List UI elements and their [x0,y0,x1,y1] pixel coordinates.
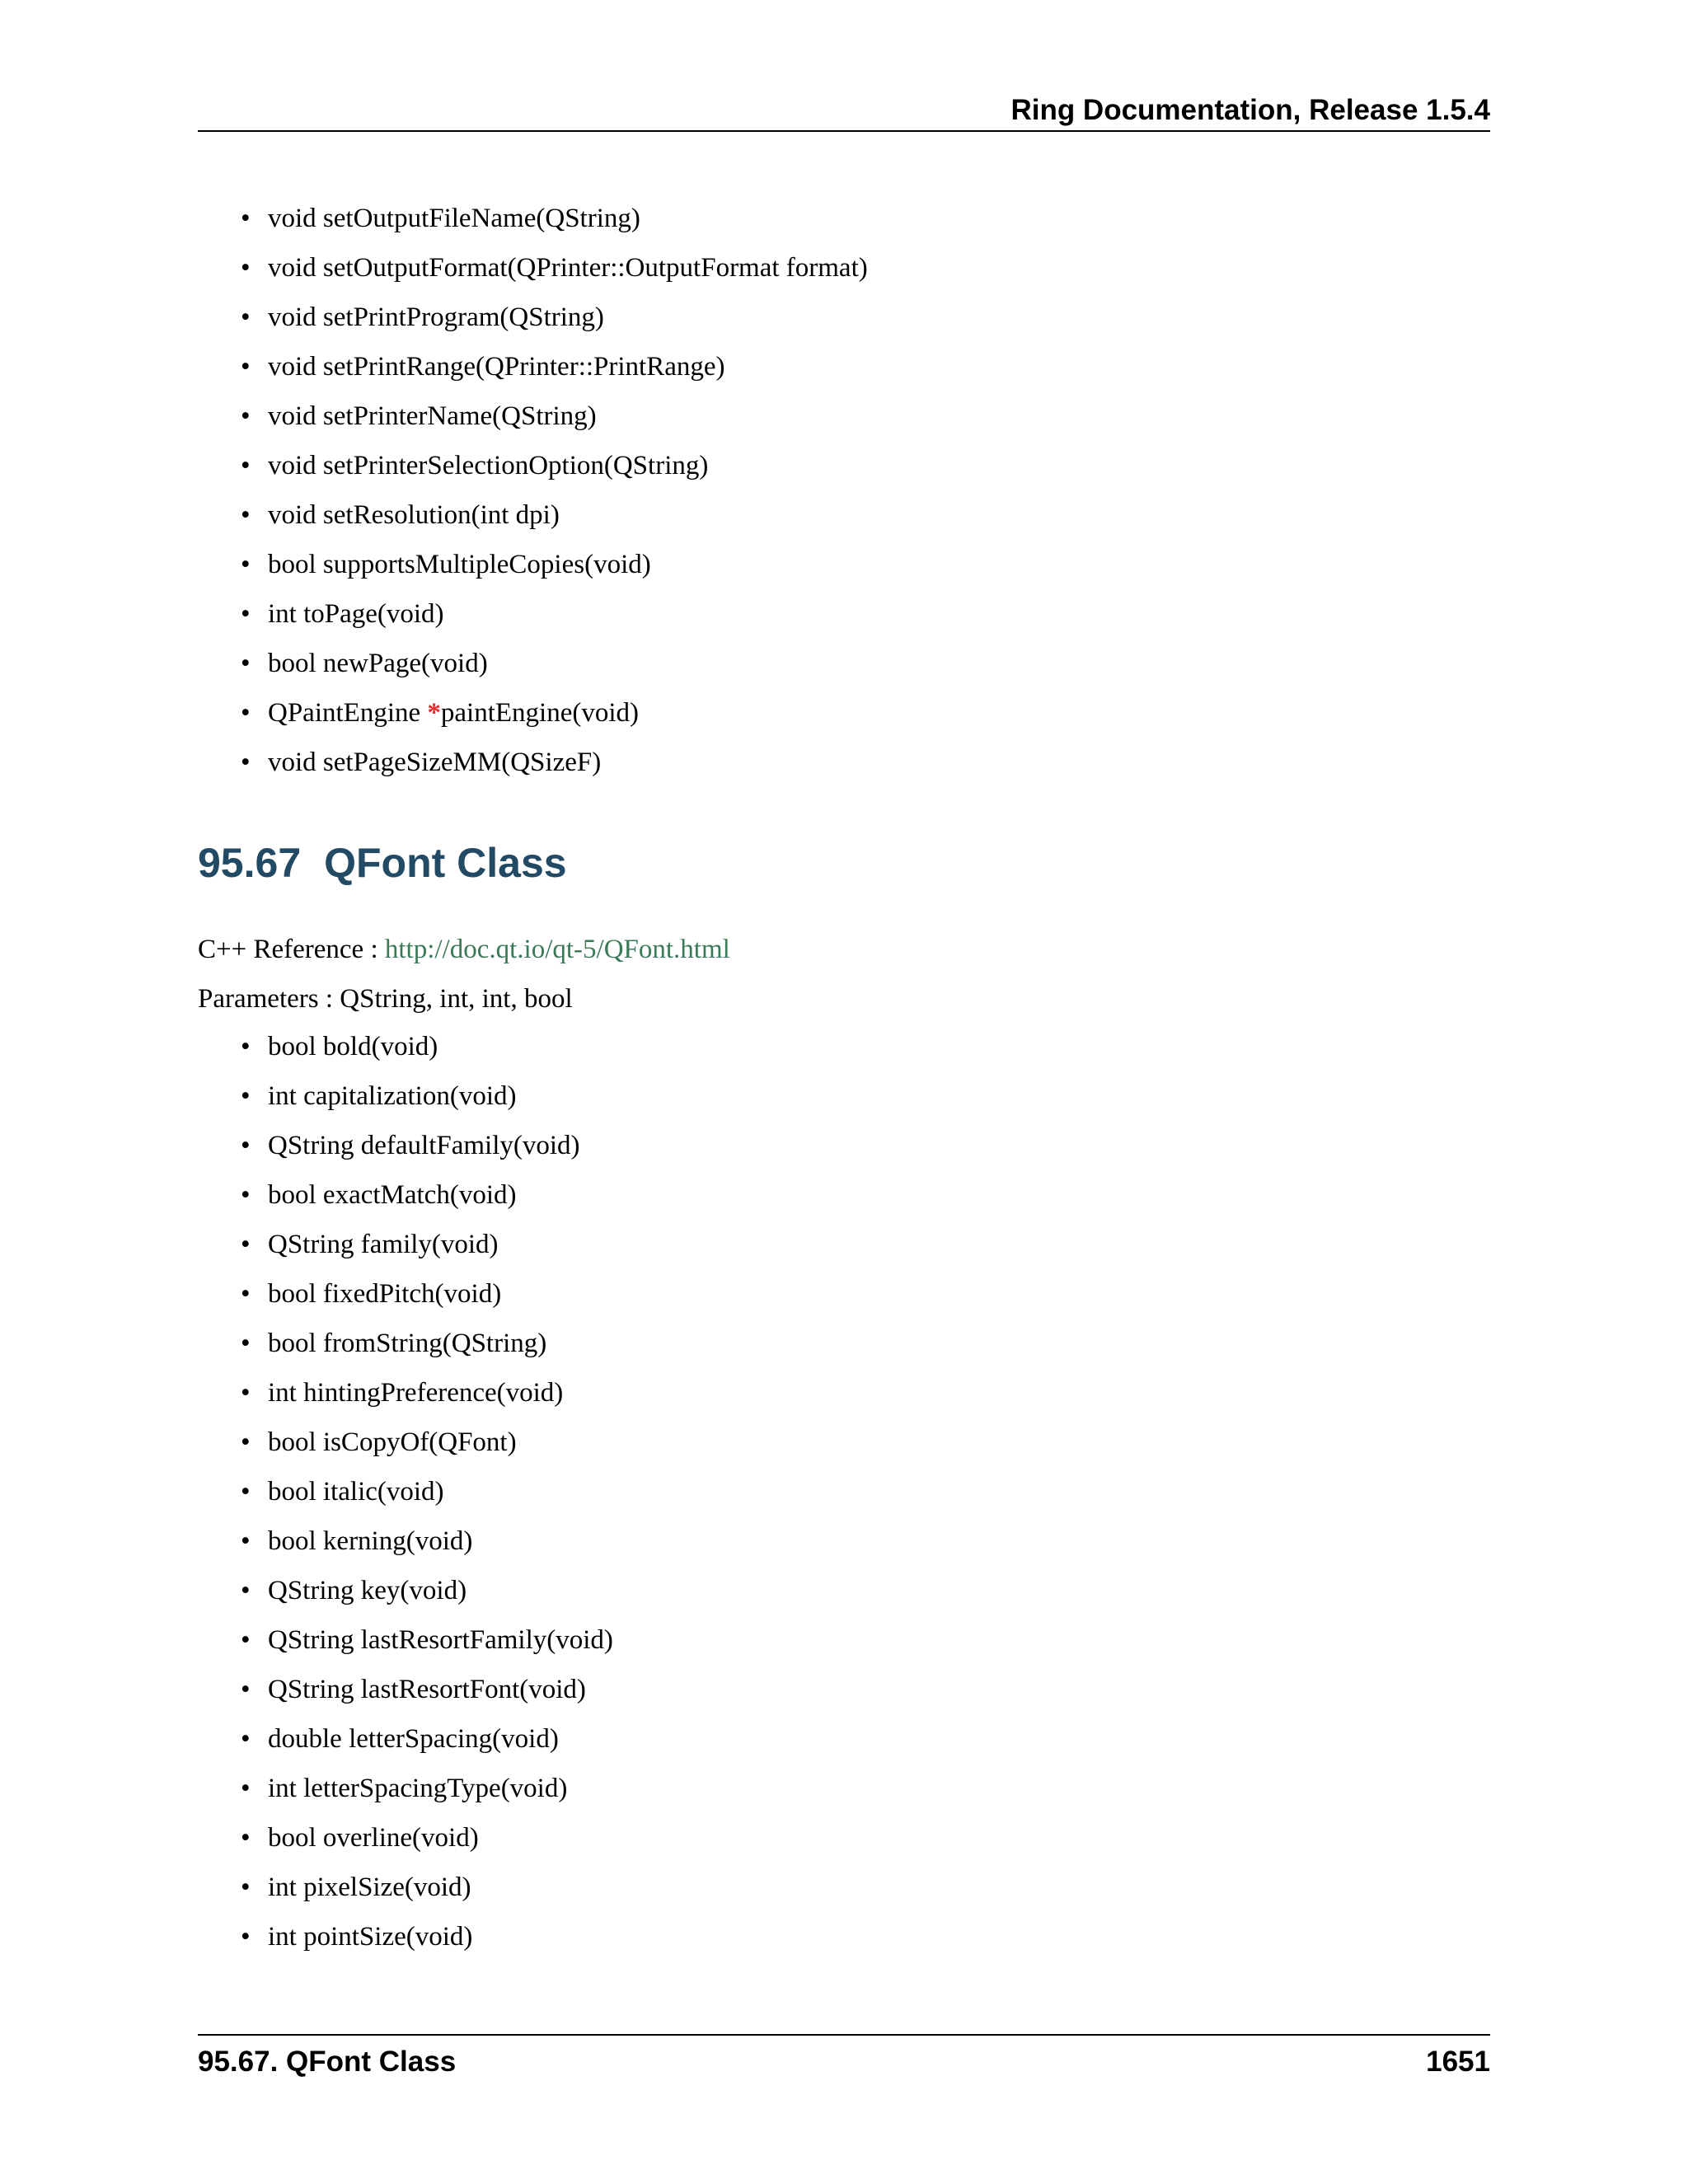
footer-section: 95.67. QFont Class [198,2046,457,2078]
list-item: • int hintingPreference(void) [198,1368,613,1418]
pointer-star: * [427,698,441,728]
list-item: • bool kerning(void) [198,1516,613,1566]
list-item: • double letterSpacing(void) [198,1714,613,1764]
reference-link[interactable]: http://doc.qt.io/qt-5/QFont.html [384,935,730,964]
list-item: • int toPage(void) [198,589,868,639]
document-title: Ring Documentation, Release 1.5.4 [1010,94,1490,126]
section-title: QFont Class [324,840,567,886]
list-item: • void setPrinterName(QString) [198,391,868,441]
list-item: • bool exactMatch(void) [198,1170,613,1220]
list-item: • void setPrintRange(QPrinter::PrintRange) [198,342,868,391]
reference-label: C++ Reference : [198,935,385,964]
list-item: • QString defaultFamily(void) [198,1121,613,1170]
section-heading [198,834,567,892]
list-item: • int pointSize(void) [198,1912,613,1961]
list-item: • int pixelSize(void) [198,1863,613,1912]
list-item [198,688,868,738]
paint-engine-type: QPaintEngine [268,698,428,728]
list-item: • QString key(void) [198,1566,613,1615]
list-item: • void setPrintProgram(QString) [198,293,868,342]
list-item: • bool isCopyOf(QFont) [198,1418,613,1467]
qfont-method-list [198,1022,613,1961]
list-item: • void setResolution(int dpi) [198,490,868,540]
list-item: • void setPageSizeMM(QSizeF) [198,738,868,787]
list-item: • void setPrinterSelectionOption(QString) [198,441,868,490]
list-item: • bool newPage(void) [198,639,868,688]
list-item: • void setOutputFileName(QString) [198,194,868,243]
list-item: • bool italic(void) [198,1467,613,1516]
list-item: • QString lastResortFamily(void) [198,1615,613,1665]
list-item: • bool supportsMultipleCopies(void) [198,540,868,589]
list-item: • bool overline(void) [198,1813,613,1863]
list-item: • bool fromString(QString) [198,1319,613,1368]
list-item: • bool fixedPitch(void) [198,1269,613,1319]
list-item: • bool bold(void) [198,1022,613,1071]
page-header [198,89,1490,132]
paint-engine-method: paintEngine(void) [440,698,640,728]
list-item: • int capitalization(void) [198,1071,613,1121]
qprinter-method-list [198,194,868,787]
list-item: • QString family(void) [198,1220,613,1269]
cpp-reference-line [198,925,730,974]
list-item: • void setOutputFormat(QPrinter::OutputFormat format) [198,243,868,293]
list-item: • QString lastResortFont(void) [198,1665,613,1714]
section-number: 95.67 [198,840,302,886]
page-footer [198,2034,1490,2078]
parameters-line: Parameters : QString, int, int, bool [198,984,573,1014]
page-number: 1651 [1426,2046,1490,2078]
list-item: • int letterSpacingType(void) [198,1764,613,1813]
